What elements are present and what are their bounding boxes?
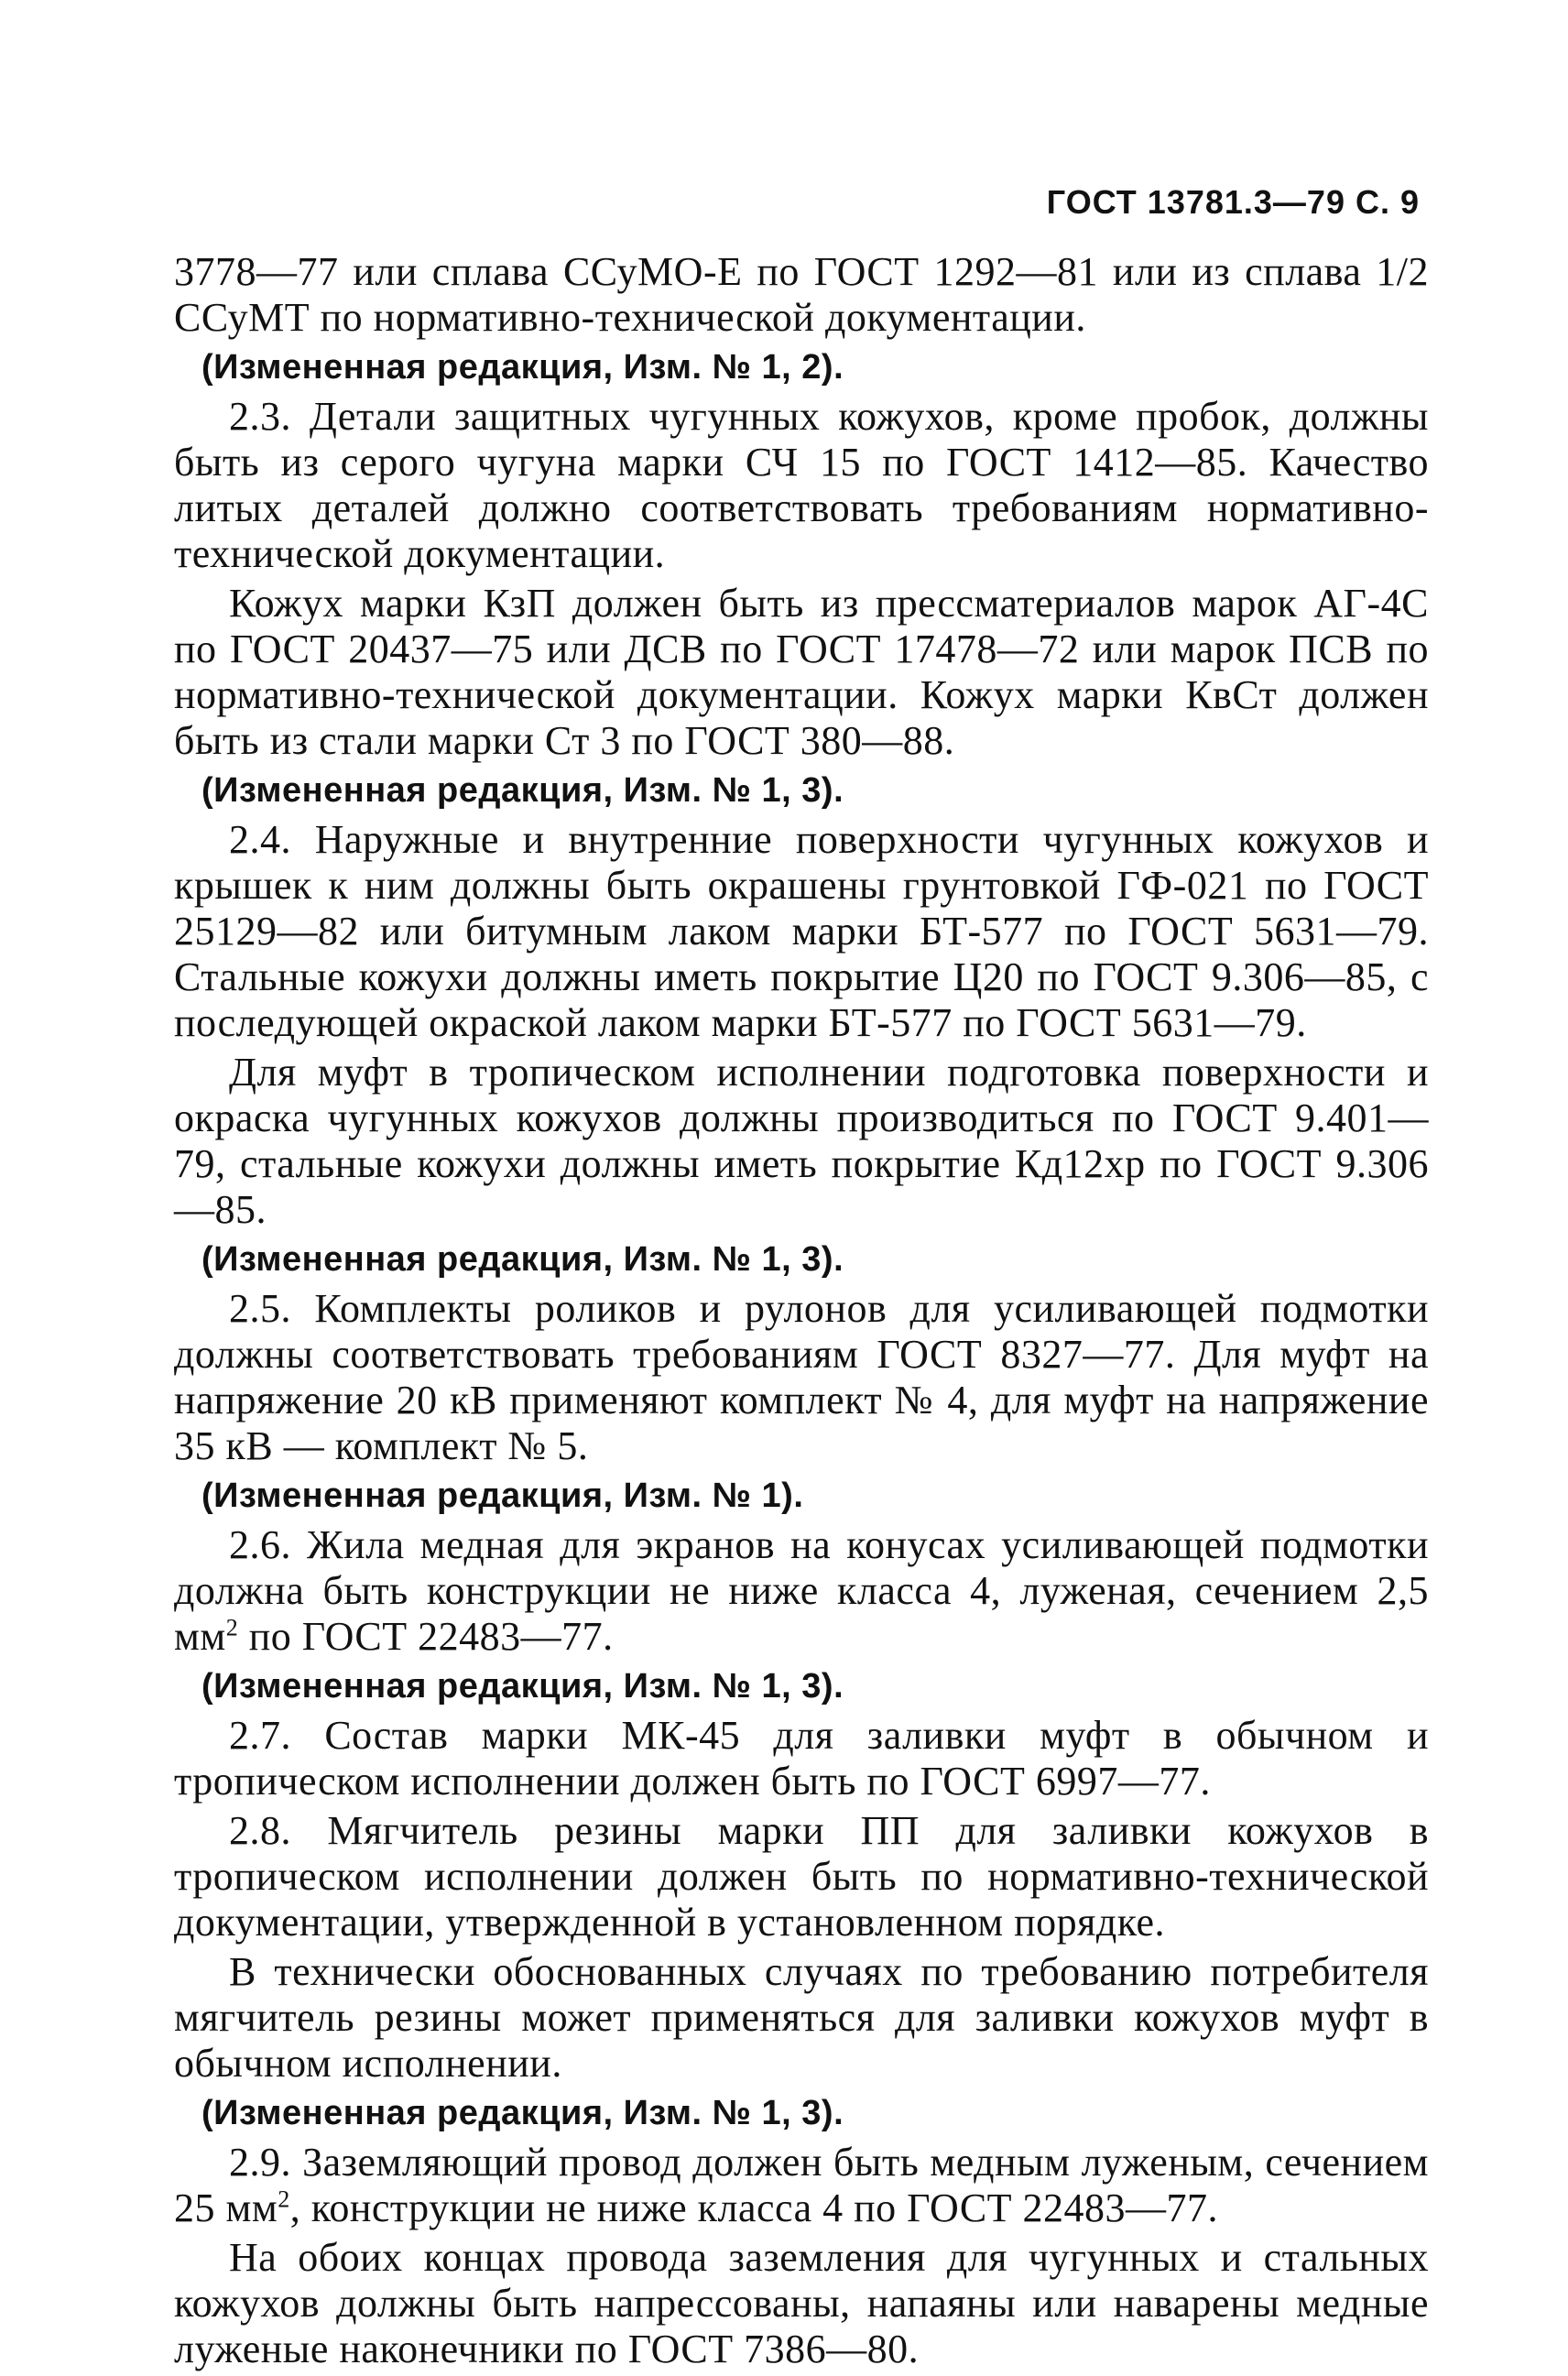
paragraph-2-4: 2.4. Наружные и внутренние поверхности чугунных кожухов и крышек к ним должны быть окрашены грунтовкой ГФ-021 по ГОСТ 25129—82 или битумным лаком марки БТ-577 по ГОСТ 5631—79. Стальные кожухи должны иметь покрытие Ц20 по ГОСТ 9.306—85, с последующей окраской лаком марки БТ-577 по ГОСТ 5631—79. [174, 817, 1429, 1045]
paragraph-text-tail: , конструкции не ниже класса 4 по ГОСТ 22483—77. [289, 2185, 1219, 2230]
amendment-note: (Измененная редакция, Изм. № 1, 2). [201, 348, 844, 387]
paragraph: Кожух марки КзП должен быть из прессматериалов марок АГ-4С по ГОСТ 20437—75 или ДСВ по ГОСТ 17478—72 или марок ПСВ по нормативно-технической документации. Кожух марки КвСт должен быть из стали марки Ст 3 по ГОСТ 380—88. [174, 581, 1429, 763]
amendment-note: (Измененная редакция, Изм. № 1). [201, 1477, 804, 1515]
amendment-note: (Измененная редакция, Изм. № 1, 3). [201, 1667, 844, 1706]
amendment-note: (Измененная редакция, Изм. № 1, 3). [201, 771, 844, 810]
page-header: ГОСТ 13781.3—79 С. 9 [1046, 183, 1420, 221]
paragraph-2-6 [174, 1522, 1429, 1660]
amendment-note: (Измененная редакция, Изм. № 1, 3). [201, 2094, 844, 2132]
paragraph: 3778—77 или сплава ССуМО-Е по ГОСТ 1292—81 или из сплава 1/2 ССуМТ по нормативно-технической документации. [174, 249, 1429, 340]
paragraph-2-7: 2.7. Состав марки МК-45 для заливки муфт в обычном и тропическом исполнении должен быть по ГОСТ 6997—77. [174, 1713, 1429, 1804]
paragraph-2-8: 2.8. Мягчитель резины марки ПП для заливки кожухов в тропическом исполнении должен быть по нормативно-технической документации, утвержденной в установленном порядке. [174, 1808, 1429, 1945]
paragraph-2-9 [174, 2140, 1429, 2231]
paragraph-text-tail: по ГОСТ 22483—77. [238, 1614, 614, 1659]
paragraph-2-3: 2.3. Детали защитных чугунных кожухов, кроме пробок, должны быть из серого чугуна марки СЧ 15 по ГОСТ 1412—85. Качество литых деталей должно соответствовать требованиям нормативно-технической документации. [174, 394, 1429, 576]
paragraph: На обоих концах провода заземления для чугунных и стальных кожухов должны быть напрессованы, напаяны или наварены медные луженые наконечники по ГОСТ 7386—80. [174, 2235, 1429, 2371]
paragraph: В технически обоснованных случаях по требованию потребителя мягчитель резины может применяться для заливки кожухов муфт в обычном исполнении. [174, 1949, 1429, 2086]
superscript: 2 [278, 2185, 290, 2213]
document-page [174, 183, 1429, 2376]
amendment-note: (Измененная редакция, Изм. № 1, 3). [201, 1240, 844, 1279]
superscript: 2 [225, 1614, 239, 1641]
paragraph-text: 2.9. Заземляющий провод должен быть медным луженым, сечением 25 мм [174, 2140, 1429, 2230]
paragraph: Для муфт в тропическом исполнении подготовка поверхности и окраска чугунных кожухов должны производиться по ГОСТ 9.401—79, стальные кожухи должны иметь покрытие Кд12хр по ГОСТ 9.306—85. [174, 1050, 1429, 1232]
paragraph-2-5: 2.5. Комплекты роликов и рулонов для усиливающей подмотки должны соответствовать требованиям ГОСТ 8327—77. Для муфт на напряжение 20 кВ применяют комплект № 4, для муфт на напряжение 35 кВ — комплект № 5. [174, 1286, 1429, 1468]
paragraph-text: 2.6. Жила медная для экранов на конусах усиливающей подмотки должна быть конструкции не ниже класса 4, луженая, сечением 2,5 мм [174, 1522, 1429, 1659]
